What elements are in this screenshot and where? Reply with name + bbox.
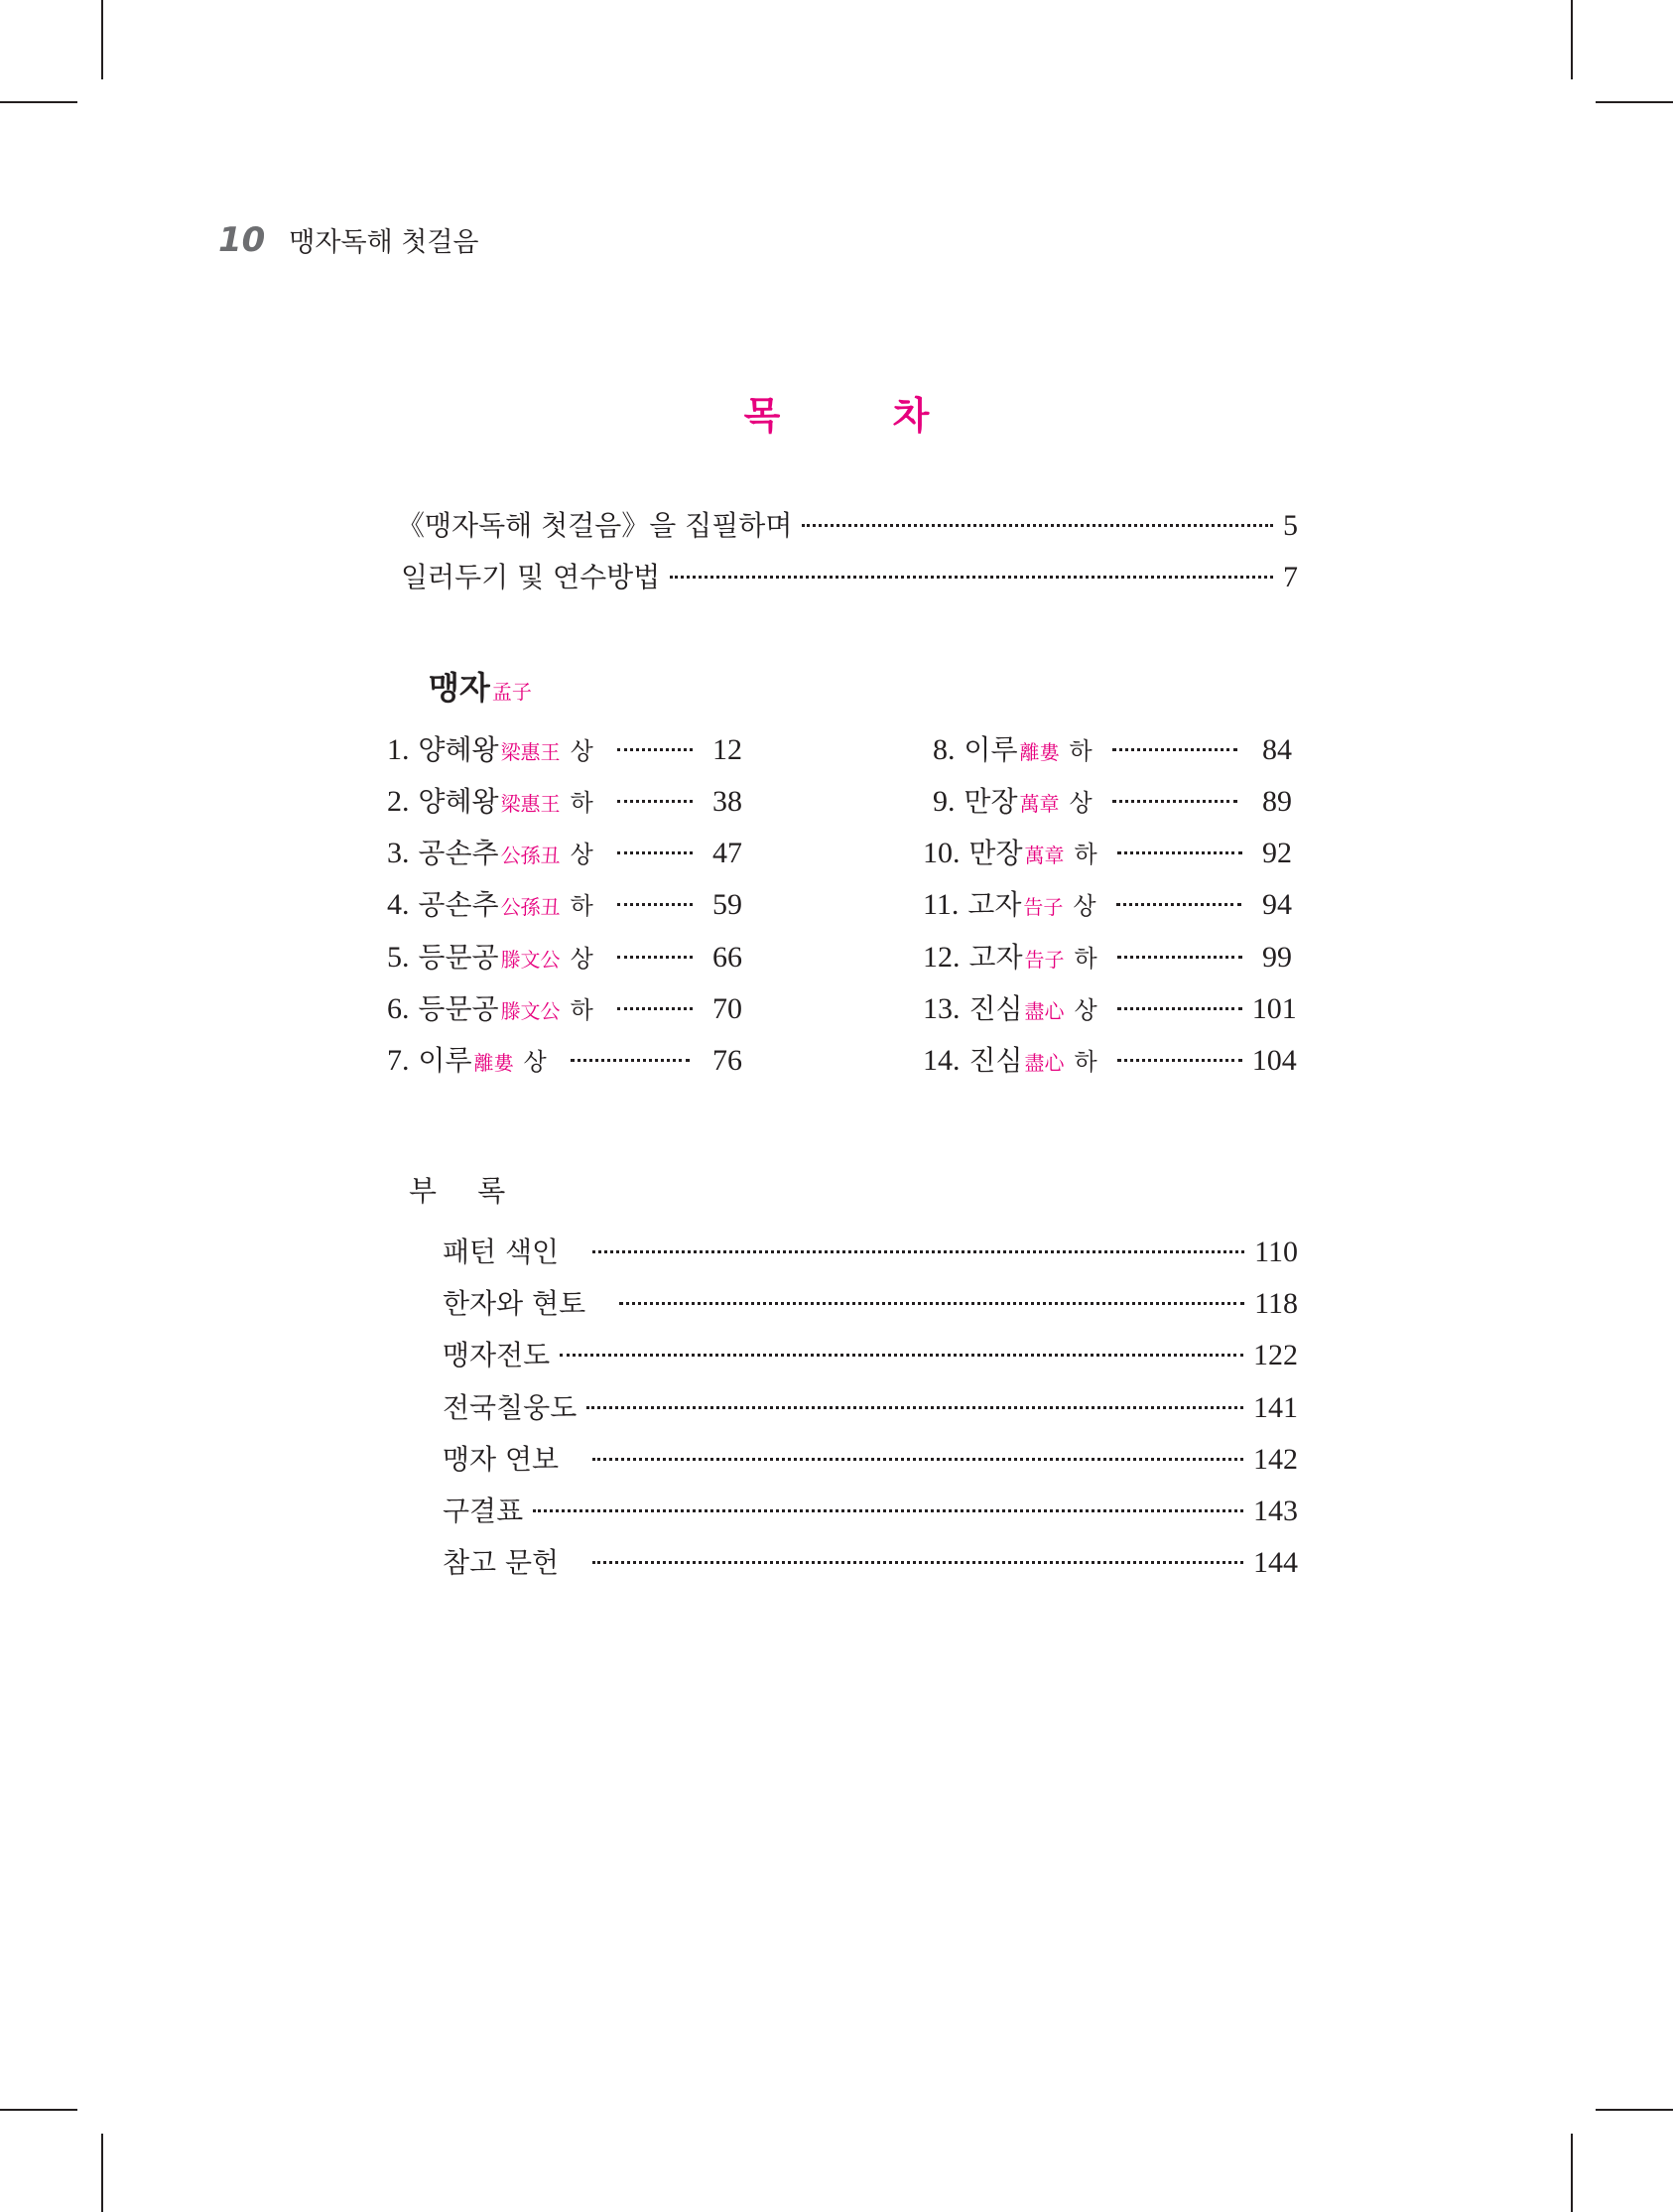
chapter-page: 66: [712, 941, 742, 974]
chapter-label: 8. 이루 離婁 하: [933, 733, 1093, 766]
chapter-page: 12: [712, 733, 742, 766]
appendix-label: 패턴 색인: [443, 1236, 560, 1268]
leader-dots: [617, 851, 693, 854]
chapter-page: 76: [712, 1044, 742, 1077]
chapter-page: 92: [1262, 837, 1292, 869]
chapter-entry[interactable]: [933, 780, 1292, 820]
chapter-page: 47: [712, 837, 742, 869]
chapter-label: 14. 진심 盡心 하: [923, 1044, 1097, 1077]
leader-dots: [592, 1561, 1243, 1564]
leader-dots: [592, 1458, 1243, 1461]
chapter-label: 11. 고자 告子 상: [923, 888, 1096, 921]
appendix-entry[interactable]: [443, 1438, 1298, 1478]
crop-mark: [1596, 2109, 1673, 2111]
appendix-entry[interactable]: [443, 1231, 1298, 1270]
chapter-entry[interactable]: [387, 1039, 742, 1079]
appendix-entry[interactable]: [443, 1334, 1298, 1373]
crop-mark: [1571, 2134, 1573, 2212]
section-heading-text: 맹자: [429, 669, 490, 707]
leader-dots: [560, 1354, 1243, 1357]
appendix-label: 맹자 연보: [443, 1443, 560, 1476]
chapter-label: 1. 양혜왕 梁惠王 상: [387, 733, 593, 766]
appendix-page: 110: [1254, 1236, 1298, 1268]
appendix-page: 144: [1253, 1546, 1298, 1579]
appendix-label: 참고 문헌: [443, 1546, 560, 1579]
chapter-entry[interactable]: [923, 883, 1292, 923]
page-number: 10: [218, 220, 266, 260]
appendix-page: 143: [1253, 1495, 1298, 1527]
toc-entry-page: 7: [1283, 561, 1298, 593]
appendix-entry[interactable]: [443, 1490, 1298, 1529]
leader-dots: [1116, 903, 1241, 906]
chapter-entry[interactable]: [387, 832, 742, 871]
appendix-label: 맹자전도: [443, 1339, 551, 1371]
chapter-entry[interactable]: [923, 832, 1292, 871]
leader-dots: [617, 903, 693, 906]
chapter-label: 4. 공손추 公孫丑 하: [387, 888, 593, 921]
leader-dots: [1117, 956, 1242, 959]
leader-dots: [1112, 800, 1237, 803]
crop-mark: [101, 0, 103, 79]
chapter-label: 2. 양혜왕 梁惠王 하: [387, 785, 593, 818]
chapter-entry[interactable]: [387, 883, 742, 923]
leader-dots: [617, 748, 693, 751]
chapter-label: 13. 진심 盡心 상: [923, 992, 1097, 1025]
book-title: 맹자독해 첫걸음: [289, 227, 479, 258]
toc-entry-preface[interactable]: [397, 504, 1298, 544]
leader-dots: [533, 1509, 1243, 1512]
crop-mark: [1571, 0, 1573, 79]
chapter-label: 5. 등문공 滕文公 상: [387, 941, 593, 974]
toc-entry-guide[interactable]: [401, 556, 1298, 595]
section-heading-appendix: 부 록: [409, 1174, 522, 1208]
chapter-label: 3. 공손추 公孫丑 상: [387, 837, 593, 869]
leader-dots: [571, 1059, 690, 1062]
appendix-entry[interactable]: [443, 1541, 1298, 1581]
leader-dots: [617, 956, 693, 959]
chapter-entry[interactable]: [933, 728, 1292, 768]
section-heading-mencius: [429, 663, 532, 709]
chapter-label: 12. 고자 告子 하: [923, 941, 1097, 974]
leader-dots: [1117, 1007, 1242, 1010]
chapter-label: 7. 이루 離婁 상: [387, 1044, 547, 1077]
chapter-label: 10. 만장 萬章 하: [923, 837, 1097, 869]
chapter-entry[interactable]: [923, 936, 1292, 976]
appendix-label: 전국칠웅도: [443, 1391, 578, 1424]
crop-mark: [0, 101, 77, 103]
chapter-page: 70: [712, 992, 742, 1025]
chapter-label: 9. 만장 萬章 상: [933, 785, 1093, 818]
appendix-page: 141: [1253, 1391, 1298, 1424]
chapter-entry[interactable]: [387, 780, 742, 820]
chapter-page: 99: [1262, 941, 1292, 974]
appendix-label: 한자와 현토: [443, 1287, 586, 1320]
toc-entry-label: 《맹자독해 첫걸음》을 집필하며: [397, 509, 793, 542]
appendix-label: 구결표: [443, 1495, 524, 1527]
chapter-entry[interactable]: [387, 936, 742, 976]
toc-title: 목 차: [743, 394, 979, 438]
chapter-page: 101: [1251, 992, 1297, 1025]
chapter-entry[interactable]: [387, 728, 742, 768]
crop-mark: [1596, 101, 1673, 103]
appendix-page: 122: [1253, 1339, 1298, 1371]
chapter-entry[interactable]: [923, 987, 1297, 1027]
leader-dots: [617, 1007, 693, 1010]
toc-entry-page: 5: [1283, 509, 1298, 542]
crop-mark: [101, 2134, 103, 2212]
leader-dots: [617, 800, 693, 803]
crop-mark: [0, 2109, 77, 2111]
leader-dots: [802, 524, 1273, 527]
leader-dots: [1117, 851, 1242, 854]
leader-dots: [670, 576, 1273, 579]
chapter-page: 94: [1262, 888, 1292, 921]
leader-dots: [1112, 748, 1237, 751]
chapter-label: 6. 등문공 滕文公 하: [387, 992, 593, 1025]
appendix-page: 118: [1254, 1287, 1298, 1320]
appendix-entry[interactable]: [443, 1386, 1298, 1426]
chapter-page: 84: [1262, 733, 1292, 766]
running-head: [218, 220, 478, 270]
chapter-page: 38: [712, 785, 742, 818]
chapter-entry[interactable]: [387, 987, 742, 1027]
toc-entry-label: 일러두기 및 연수방법: [401, 561, 661, 593]
chapter-page: 59: [712, 888, 742, 921]
chapter-page: 89: [1262, 785, 1292, 818]
leader-dots: [1117, 1059, 1242, 1062]
leader-dots: [586, 1406, 1243, 1409]
chapter-page: 104: [1251, 1044, 1297, 1077]
appendix-entry[interactable]: [443, 1282, 1298, 1322]
chapter-entry[interactable]: [923, 1039, 1297, 1079]
leader-dots: [619, 1302, 1244, 1305]
leader-dots: [592, 1250, 1244, 1253]
section-heading-hanja: 孟子: [491, 680, 532, 704]
appendix-page: 142: [1253, 1443, 1298, 1476]
